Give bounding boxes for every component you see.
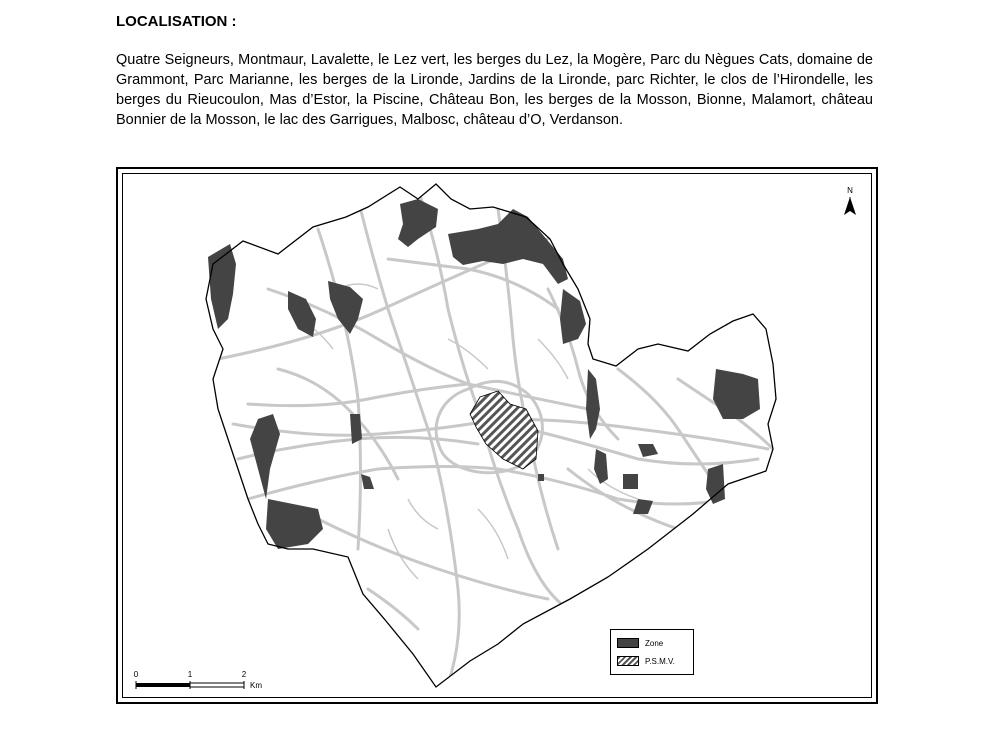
zone-parcel <box>350 414 362 444</box>
legend-swatch-psmv <box>617 656 639 666</box>
map-legend <box>610 629 694 675</box>
map-frame <box>116 167 878 704</box>
section-heading: LOCALISATION : <box>116 13 237 30</box>
zone-parcel <box>623 474 638 489</box>
legend-item-zone <box>617 638 663 648</box>
scale-bar <box>136 681 244 689</box>
location-description: Quatre Seigneurs, Montmaur, Lavalette, le Lez vert, les berges du Lez, la Mogère, Parc du Nègues Cats, domaine de Grammont, Parc Marianne, les berges de la Lironde, Jardins de la Lironde, parc Richter, le clos de l’Hirondelle, les berges du Rieucoulon, Mas d’Estor, la Piscine, Château Bon, les berges de la Mosson, Bionne, Malamort, château Bonnier de la Mosson, le lac des Garrigues, Malbosc, château d’O, Verdanson. <box>116 52 873 128</box>
zone-parcel <box>538 474 544 481</box>
legend-swatch-zone <box>617 638 639 648</box>
scale-tick-0: 0 <box>133 670 139 679</box>
scale-unit: Km <box>250 681 262 690</box>
legend-label-psmv: P.S.M.V. <box>645 656 675 666</box>
scale-tick-1: 1 <box>187 670 193 679</box>
north-label: N <box>847 186 853 195</box>
scale-tick-2: 2 <box>241 670 247 679</box>
map-canvas <box>118 169 876 702</box>
north-arrow-icon <box>844 197 856 215</box>
legend-item-psmv <box>617 656 675 666</box>
legend-label-zone: Zone <box>645 638 664 648</box>
